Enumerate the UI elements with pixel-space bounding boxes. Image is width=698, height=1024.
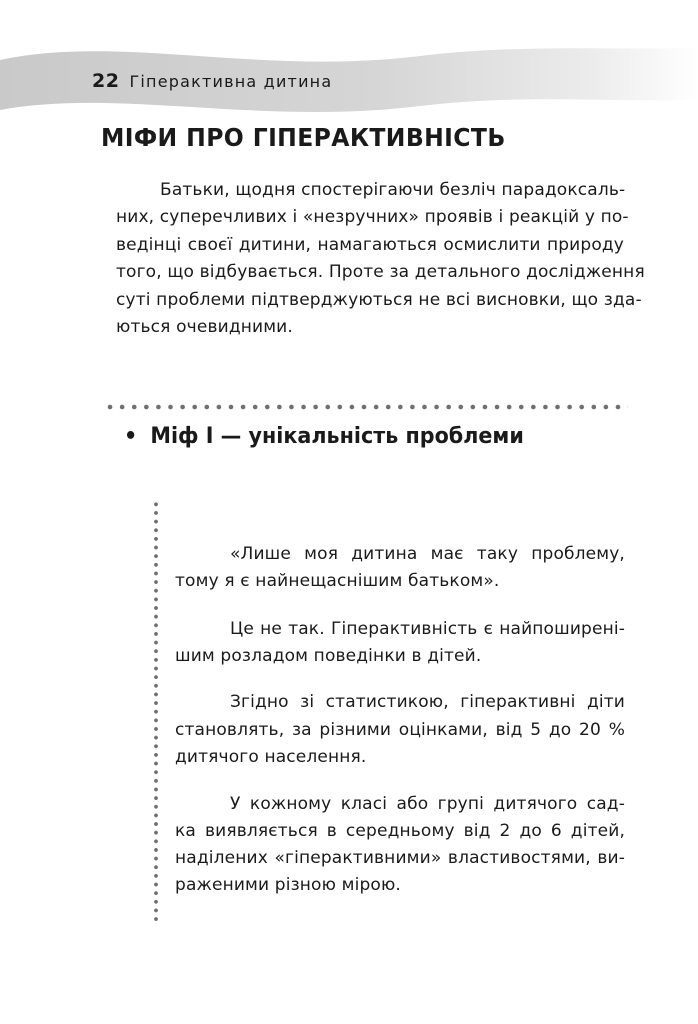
dotted-vertical-rule xyxy=(153,500,159,924)
intro-line: ються очевидними. xyxy=(116,317,293,337)
quote-line: становлять, за різними оцінками, від 5 до 20 % xyxy=(175,720,625,740)
page-number: 22 xyxy=(92,70,120,92)
quote-line: ка виявляється в середньому від 2 до 6 дітей, xyxy=(175,821,625,841)
intro-line: них, суперечливих і «незручних» проявів і реакцій у по- xyxy=(116,207,629,227)
quote-line: Це не так. Гіперактивність є найпоширені- xyxy=(230,619,625,639)
myth-heading xyxy=(124,424,524,449)
intro-line: ведінці своєї дитини, намагаються осмислити природу xyxy=(116,235,624,255)
quote-line: «Лише моя дитина має таку проблему, xyxy=(230,544,625,564)
bullet-icon: • xyxy=(124,424,138,449)
myth-heading-text: Міф І — унікальність проблеми xyxy=(150,424,524,449)
dotted-divider xyxy=(104,404,628,410)
quote-line: раженими різною мірою. xyxy=(175,875,401,895)
quote-line: шим розладом поведінки в дітей. xyxy=(175,646,482,666)
running-title: Гіперактивна дитина xyxy=(129,72,333,91)
quote-line: У кожному класі або групі дитячого сад- xyxy=(230,794,625,814)
intro-line: Батьки, щодня спостерігаючи безліч парадоксаль- xyxy=(160,180,626,200)
quote-line: тому я є найнещаснішим батьком». xyxy=(175,571,500,591)
running-header xyxy=(92,70,332,92)
quote-line: Згідно зі статистикою, гіперактивні діти xyxy=(230,692,625,712)
section-title: МІФИ ПРО ГІПЕРАКТИВНІСТЬ xyxy=(101,123,506,152)
intro-line: суті проблеми підтверджуються не всі висновки, що зда- xyxy=(116,290,642,310)
intro-line: того, що відбувається. Проте за детального дослідження xyxy=(116,262,645,282)
quote-line: наділених «гіперактивними» властивостями, ви- xyxy=(175,848,625,868)
quote-line: дитячого населення. xyxy=(175,747,367,767)
